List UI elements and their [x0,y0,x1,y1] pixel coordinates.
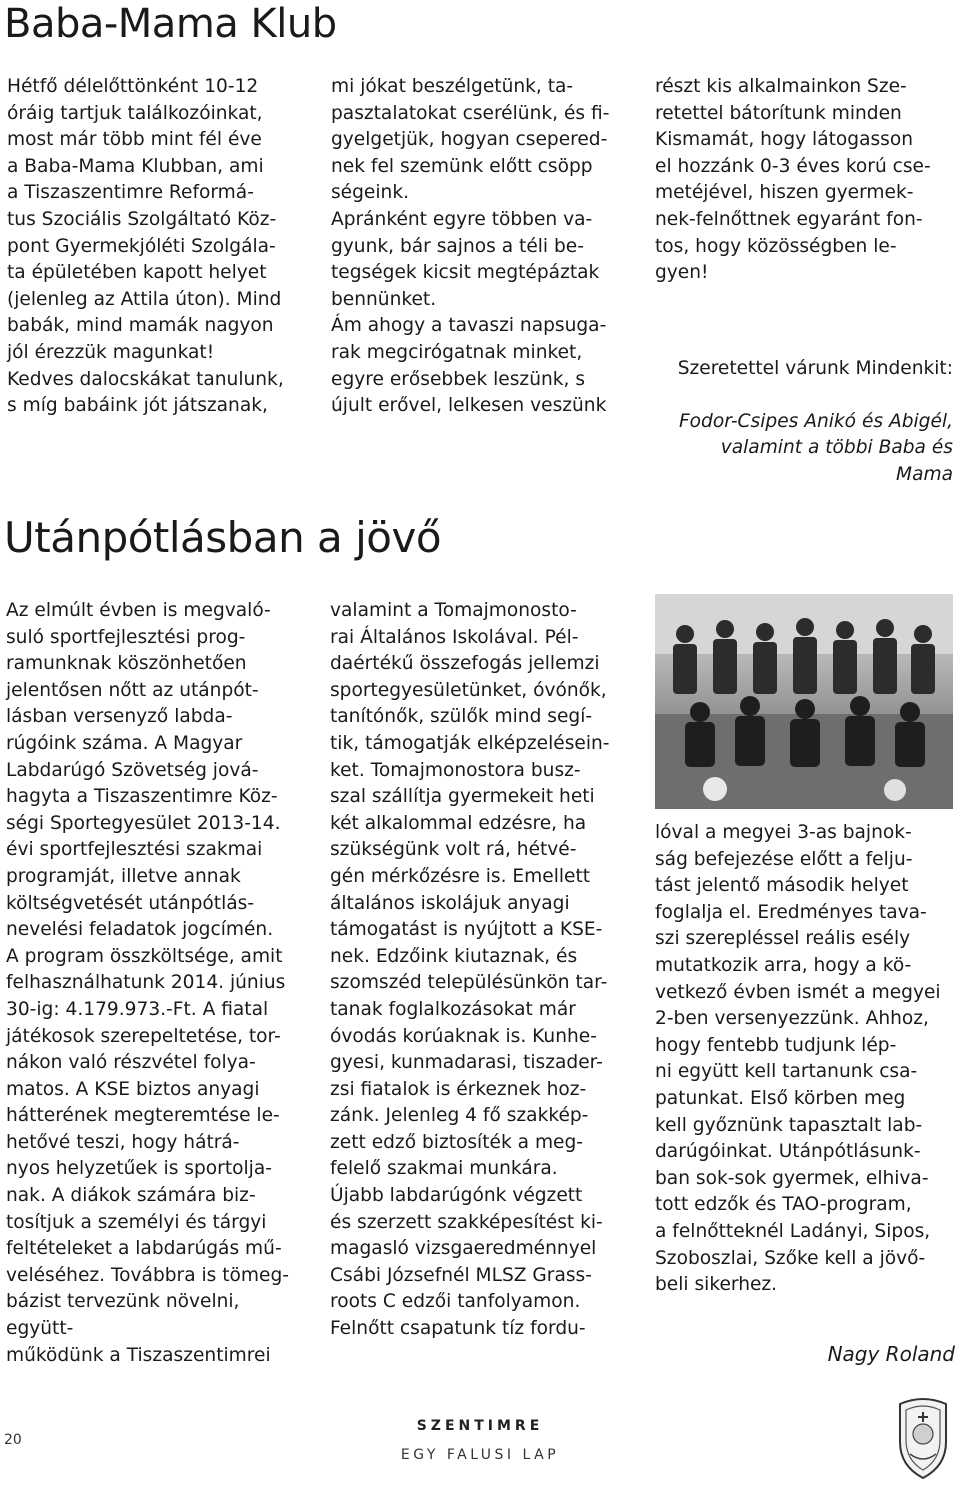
article1-column-1: Hétfő délelőttönként 10-12 óráig tartjuk találkozóinkat, most már több mint fél éve a Baba-Mama Klubban, ami a Tiszaszentimre Reformá- tus Szociális Szolgáltató Köz- pont Gyermekjóléti Szolgála- ta épületében kapott helyet (jelenleg az Attila úton). Mind babák, mind mamák nagyon jól érezzük magunkat! Kedves dalocskákat tanulunk, s míg babáink jót játszanak, [7,76,284,417]
publication-subtitle: EGY FALUSI LAP [400,1447,560,1463]
article2-column-2: valamint a Tomajmonosto- rai Általános Iskolával. Pél- daértékű összefogás jellemzi sportegyesületünket, óvónők, tanítónők, szülők mind segí- tik, támogatják elképzelésein- ket. Tomajmonostora busz- szal szállítja gyermekeit heti két alkalommal edzésre, ha szükségünk volt rá, hétvé- gén mérkőzésre is. Emellett általános iskolájuk anyagi támogatást is nyújtott a KSE- nek. Edzőink kiutaznak, és szomszéd településünkön tar- tanak foglalkozásokat már óvodás korúaknak is. Kunhe- gyesi, kunmadarasi, tiszader- zsi fiatalok is érkeznek hoz- zánk. Jelenleg 4 fő szakkép- zett edző biztosíték a meg- felelő szakmai munkára. Újabb labdarúgónk végzett és szerzett szakképesítést ki- magasló vizsgaeredménnyel Csábi Józsefnél MLSZ Grass- roots C edzői tanfolyamon. Felnőtt csapatunk tíz fordu- [330,600,610,1340]
publication-title: SZENTIMRE [416,1418,544,1434]
article1-column-3: részt kis alkalmainkon Sze- retettel bátorítunk minden Kismamát, hogy látogasson el hozzánk 0-3 éves korú cse- metéjével, hiszen gyermek- nek-felnőttnek egyaránt fon- tos, hogy közösségben le- gyen! [655,76,931,284]
team-photo [655,594,953,809]
greeting-text: Szeretettel várunk Mindenkit: [677,357,953,379]
article2-column-3: lóval a megyei 3-as bajnok- ság befejezése előtt a felju- tást jelentő második helyet foglalja el. Eredményes tava- szi szerepléssel reális esély mutatkozik arra, hogy a kö- vetkező évben ismét a megyei 2-ben versenyezzünk. Ahhoz, hogy fentebb tudjunk lép- ni együtt kell tartanunk csa- patunkat. Első körben meg kell győznünk tapasztalt lab- darúgóinkat. Utánpótlásunk- ban sok-sok gyermek, elhiva- tott edzők és TAO-program, a felnőtteknél Ladányi, Sipos, Szoboszlai, Szőke kell a jövő- beli sikerhez. [655,822,941,1296]
article1-closing [655,329,953,515]
article-author: Nagy Roland [827,1342,955,1366]
page-number: 20 [4,1432,22,1448]
article2-column-1: Az elmúlt évben is megvaló- suló sportfejlesztési prog- ramunknak köszönhetően jelentősen nőtt az utánpót- lásban versenyző labda- rúgóink száma. A Magyar Labdarúgó Szövetség jová- hagyta a Tiszaszentimre Köz- ségi Sportegyesület 2013-14. évi sportfejlesztési szakmai programját, illetve annak költségvetését utánpótlás- nevelési feladatok jogcímén. A program összköltsége, amit felhasználhatunk 2014. június 30-ig: 4.179.973.-Ft. A fiatal játékosok szerepeltetése, tor- nákon való részvétel folya- matos. A KSE biztos anyagi hátterének megteremtése le- hetővé teszi, hogy hátrá- nyos helyzetűek is sportolja- nak. A diákok számára biz- tosítjuk a személyi és tárgyi feltételeket a labdarúgás mű- veléséhez. Továbbra is tömeg- bázist tervezünk növelni, együtt- működünk a Tiszaszentimrei [6,600,289,1366]
signature-text: Fodor-Csipes Anikó és Abigél, valamint a többi Baba és Mama [678,410,953,485]
section-title-utanpotlas: Utánpótlásban a jövő [4,513,442,562]
village-crest-icon [892,1394,954,1480]
article1-column-2: mi jókat beszélgetünk, ta- pasztalatokat cserélünk, és fi- gyelgetjük, hogyan csepered- nek fel szemünk előtt csöpp ségeink. Apránként egyre többen va- gyunk, bár sajnos a téli be- tegségek kicsit megtépáztak bennünket. Ám ahogy a tavaszi napsuga- rak megcirógatnak minket, egyre erősebbek leszünk, s újult erővel, lelkesen veszünk [331,76,610,417]
section-title-baba-mama-klub: Baba-Mama Klub [4,1,337,47]
